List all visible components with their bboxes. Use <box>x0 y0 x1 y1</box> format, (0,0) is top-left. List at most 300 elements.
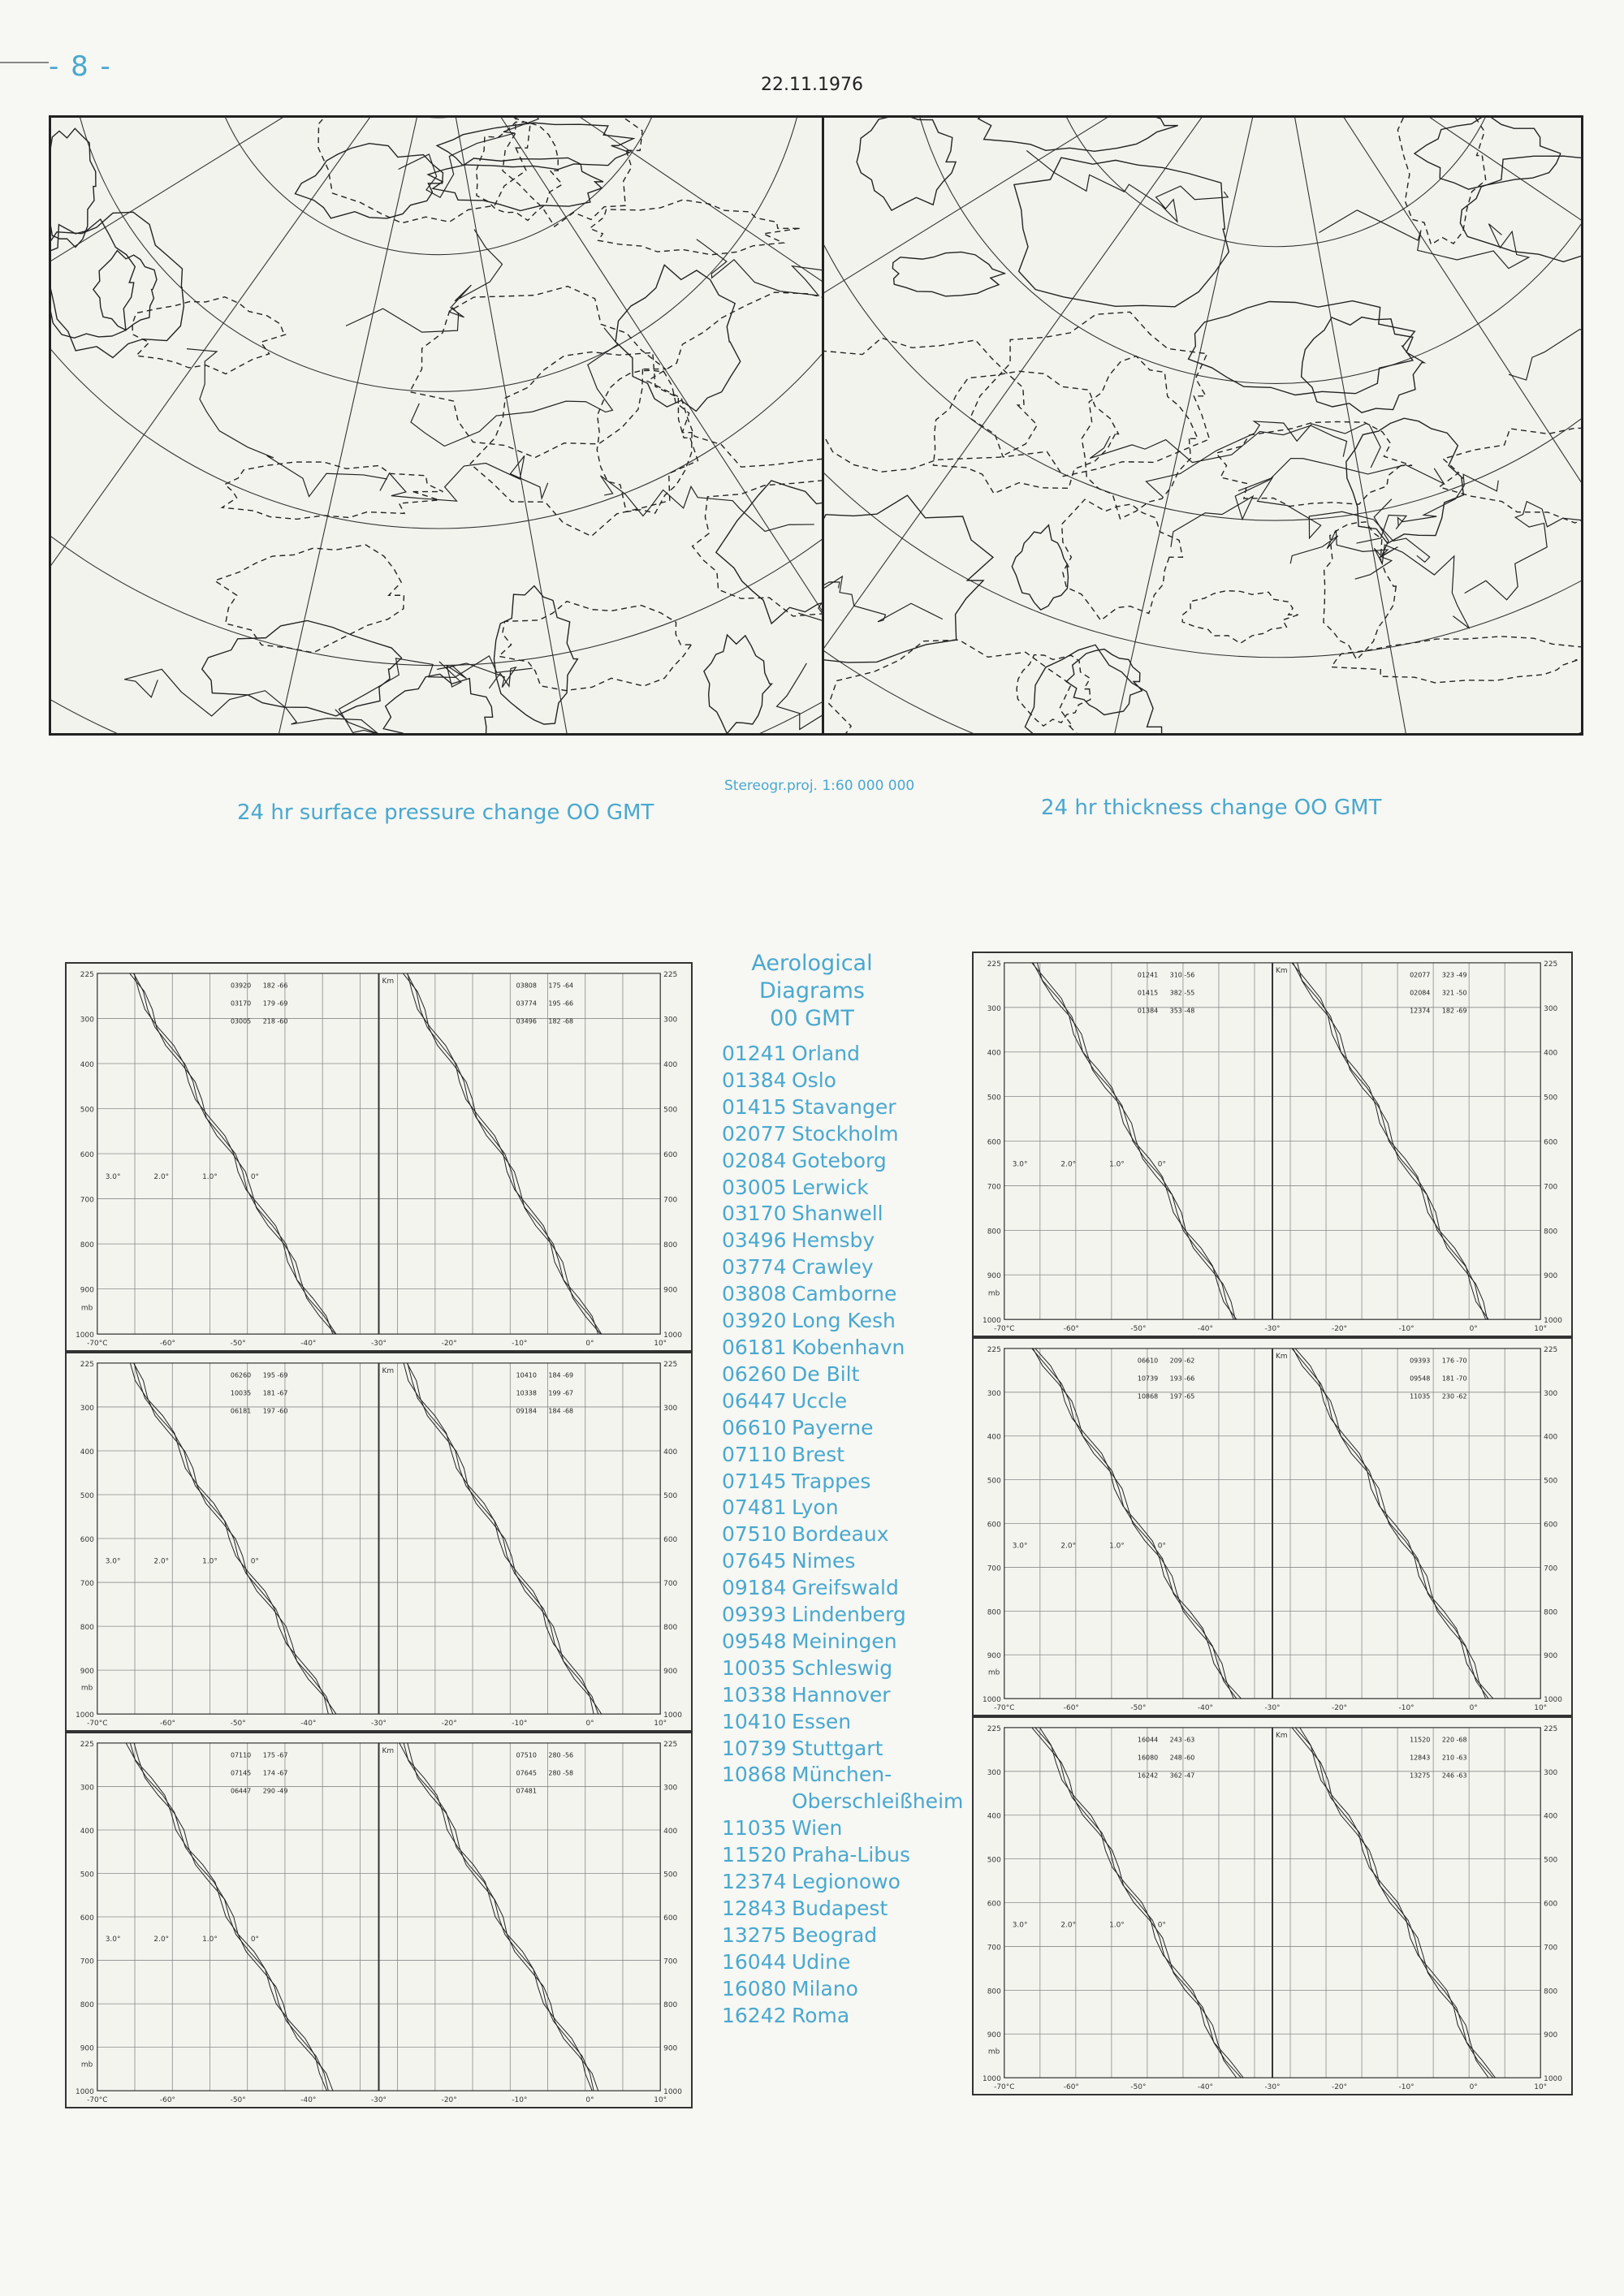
station-item <box>722 1575 963 1602</box>
pressure-level-label: 400 <box>987 1433 1001 1442</box>
pressure-level-label: 400 <box>1544 1812 1558 1821</box>
diagram-station-code: 10739 <box>1137 1375 1159 1383</box>
temperature-tick-label: -20° <box>1332 1704 1348 1713</box>
station-name: Shanwell <box>792 1202 883 1226</box>
mixing-tick-label: 2.0° <box>1060 1921 1077 1930</box>
temperature-tick-label: 0° <box>1469 1325 1478 1334</box>
diagram-station-value: 179 -69 <box>262 999 288 1008</box>
station-name: Greifswald <box>792 1576 899 1600</box>
pressure-level-label: 500 <box>663 1491 678 1500</box>
diagram-station-code: 07645 <box>516 1769 537 1777</box>
station-item <box>722 1629 963 1655</box>
map-contours <box>51 118 822 733</box>
station-code: 03496 <box>722 1228 787 1253</box>
pressure-level-label: 600 <box>663 1151 678 1159</box>
pressure-level-label: 400 <box>987 1049 1001 1058</box>
temperature-tick-label: -20° <box>1332 1325 1348 1334</box>
temperature-tick-label: -60° <box>1063 1704 1079 1713</box>
diagram-station-value: 197 -65 <box>1169 1392 1195 1400</box>
pressure-level-label: 300 <box>663 1016 678 1025</box>
pressure-level-label: 900 <box>1544 1652 1558 1661</box>
pressure-level-label: 500 <box>80 1491 94 1500</box>
station-code: 03005 <box>722 1175 787 1199</box>
station-item <box>722 1281 963 1308</box>
station-code: 07481 <box>722 1495 787 1520</box>
diagram-station-code: 11520 <box>1410 1736 1431 1744</box>
station-item <box>722 1175 963 1202</box>
diagram-station-code: 07510 <box>516 1751 537 1759</box>
temperature-tick-label: 10° <box>1534 1325 1548 1334</box>
station-code: 16080 <box>722 1976 787 2000</box>
pressure-level-label: 1000 <box>663 2088 682 2097</box>
pressure-level-label: 900 <box>663 1286 678 1295</box>
pressure-level-label: 700 <box>987 1944 1001 1953</box>
diagram-grid <box>76 971 682 1348</box>
diagram-station-code: 02077 <box>1410 971 1431 979</box>
station-code: 06610 <box>722 1415 787 1439</box>
station-item <box>722 1521 963 1548</box>
diagram-station-value: 210 -63 <box>1441 1754 1467 1762</box>
temperature-tick-label: -70°C <box>87 2096 108 2105</box>
station-code: 02084 <box>722 1148 787 1172</box>
pressure-level-label: 900 <box>987 1652 1001 1661</box>
station-name: Oberschleißheim <box>792 1789 964 1814</box>
pressure-level-label: 600 <box>1544 1900 1558 1909</box>
projection-note: Stereogr.proj. 1:60 000 000 <box>724 778 915 794</box>
thickness-change-map <box>822 115 1583 736</box>
pressure-level-label: 600 <box>987 1521 1001 1530</box>
diagram-station-code: 06610 <box>1137 1357 1159 1365</box>
diagram-station-value: 280 -58 <box>548 1769 574 1777</box>
pressure-level-label: 900 <box>987 2031 1001 2040</box>
station-code: 07645 <box>722 1549 787 1573</box>
temperature-tick-label: 0° <box>1469 1704 1478 1713</box>
temperature-tick-label: 0° <box>585 1720 594 1728</box>
pressure-level-label: 500 <box>80 1106 94 1115</box>
pressure-level-label: 1000 <box>663 1711 682 1720</box>
diagram-station-value: 184 -69 <box>548 1371 574 1379</box>
pressure-level-label: 500 <box>1544 1477 1558 1486</box>
diagram-station-value: 280 -56 <box>548 1751 574 1759</box>
diagram-station-value: 176 -70 <box>1441 1357 1467 1365</box>
diagram-station-code: 06260 <box>230 1371 252 1379</box>
temperature-tick-label: -50° <box>1130 2083 1147 2092</box>
pressure-level-label: 700 <box>80 1196 94 1205</box>
temperature-tick-label: 10° <box>1534 2083 1548 2092</box>
diagram-station-value: 248 -60 <box>1169 1754 1195 1762</box>
station-code: 11520 <box>722 1843 787 1867</box>
pressure-level-label: 800 <box>987 1228 1001 1236</box>
pressure-level-label: 900 <box>80 1286 94 1295</box>
station-code: 11035 <box>722 1816 787 1841</box>
station-name: Long Kesh <box>792 1309 896 1333</box>
page-date: 22.11.1976 <box>761 75 863 95</box>
station-name: Bordeaux <box>792 1522 889 1547</box>
legend-title-line: Aerological <box>751 951 873 976</box>
station-name: Kobenhavn <box>792 1335 905 1359</box>
diagram-station-code: 03496 <box>516 1017 537 1025</box>
pressure-level-label: 500 <box>663 1871 678 1880</box>
temperature-tick-label: -60° <box>159 2096 176 2105</box>
temperature-tick-label: -60° <box>159 1720 176 1728</box>
station-item <box>722 1068 963 1094</box>
pressure-level-label: 500 <box>1544 1856 1558 1865</box>
pressure-level-label: 500 <box>80 1871 94 1880</box>
surface-pressure-map <box>49 115 824 736</box>
station-item <box>722 1949 963 1976</box>
temperature-tick-label: 10° <box>654 1720 667 1728</box>
mixing-tick-label: 0° <box>250 1173 259 1182</box>
diagram-station-value: 243 -63 <box>1169 1736 1195 1744</box>
pressure-level-label: 900 <box>987 1272 1001 1281</box>
station-code: 01415 <box>722 1094 787 1119</box>
temperature-tick-label: -50° <box>230 1340 246 1349</box>
station-code: 01241 <box>722 1042 787 1065</box>
station-code: 16044 <box>722 1949 787 1974</box>
mixing-tick-label: 1.0° <box>1109 1921 1125 1930</box>
pressure-level-label: 800 <box>987 1987 1001 1996</box>
station-item <box>722 1682 963 1709</box>
station-item <box>722 1442 963 1469</box>
diagram-station-code: 03005 <box>230 1017 252 1025</box>
temperature-tick-label: -50° <box>230 1720 246 1728</box>
diagram-grid <box>76 1741 682 2104</box>
temperature-tick-label: 10° <box>654 1340 667 1349</box>
km-label: Km <box>1275 966 1288 975</box>
mixing-tick-label: 1.0° <box>202 1173 218 1182</box>
diagram-station-value: 220 -68 <box>1441 1736 1467 1744</box>
station-item <box>722 1041 963 1068</box>
legend-title-line: 00 GMT <box>770 1006 854 1031</box>
station-name: Uccle <box>792 1388 848 1413</box>
station-name: Lyon <box>792 1495 839 1520</box>
temperature-tick-label: -20° <box>441 1720 457 1728</box>
station-code: 10410 <box>722 1709 787 1733</box>
temperature-tick-label: -10° <box>1398 1325 1415 1334</box>
station-code: 03774 <box>722 1255 787 1280</box>
pressure-level-label: 300 <box>1544 1389 1558 1398</box>
mixing-tick-label: 1.0° <box>202 1936 218 1944</box>
pressure-level-label: 800 <box>663 2001 678 2010</box>
temperature-tick-label: -30° <box>370 2096 387 2105</box>
station-name: Stavanger <box>792 1094 896 1119</box>
pressure-level-label: 225 <box>1544 1724 1558 1733</box>
station-code: 12843 <box>722 1897 787 1920</box>
temperature-tick-label: -10° <box>1398 2083 1415 2092</box>
pressure-level-label: 400 <box>80 1448 94 1457</box>
pressure-level-label: 225 <box>1544 1345 1558 1354</box>
station-item <box>722 1709 963 1736</box>
station-name: Beograd <box>792 1923 878 1947</box>
pressure-level-label: 500 <box>987 1477 1001 1486</box>
station-name: Wien <box>792 1816 843 1841</box>
diagram-station-code: 16080 <box>1137 1754 1159 1762</box>
diagram-station-code: 06181 <box>230 1407 252 1415</box>
mixing-tick-label: 1.0° <box>1109 1160 1125 1169</box>
pressure-level-label: 900 <box>1544 2031 1558 2040</box>
temperature-tick-label: -50° <box>1130 1325 1147 1334</box>
station-item <box>722 1094 963 1121</box>
diagram-station-value: 209 -62 <box>1169 1357 1195 1365</box>
diagram-station-code: 03170 <box>230 999 252 1008</box>
pressure-level-label: 800 <box>663 1241 678 1250</box>
pressure-level-label: 400 <box>80 1827 94 1836</box>
page-number-rule <box>0 62 49 63</box>
pressure-level-label: 1000 <box>663 1331 682 1340</box>
aerological-diagram <box>65 962 693 1352</box>
pressure-level-label: 600 <box>663 1914 678 1923</box>
pressure-level-label: 400 <box>663 1827 678 1836</box>
station-name: Lindenberg <box>792 1603 906 1627</box>
station-code: 07145 <box>722 1469 787 1493</box>
km-label: Km <box>382 977 395 986</box>
station-code: 07510 <box>722 1522 787 1547</box>
pressure-level-label: 300 <box>987 1389 1001 1398</box>
pressure-level-label: 400 <box>80 1060 94 1069</box>
diagram-station-code: 10338 <box>516 1389 537 1397</box>
pressure-level-label: 900 <box>1544 1272 1558 1281</box>
pressure-level-label: 700 <box>663 1580 678 1589</box>
mixing-tick-label: 0° <box>1157 1160 1166 1169</box>
station-item <box>722 1815 963 1842</box>
pressure-level-label: 225 <box>987 1345 1001 1354</box>
station-code: 03808 <box>722 1282 787 1306</box>
pressure-level-label: 300 <box>1544 1004 1558 1013</box>
diagram-station-value: 174 -67 <box>262 1769 288 1777</box>
temperature-tick-label: 0° <box>585 1340 594 1349</box>
pressure-level-label: 225 <box>80 1740 94 1749</box>
pressure-level-label: 300 <box>80 1784 94 1793</box>
pressure-level-label: 1000 <box>1544 1317 1562 1326</box>
mixing-tick-label: 2.0° <box>1060 1542 1077 1551</box>
station-item <box>722 1335 963 1362</box>
km-label: Km <box>1275 1731 1288 1740</box>
station-name: Essen <box>792 1709 852 1733</box>
station-name: Stockholm <box>792 1121 899 1146</box>
station-item <box>722 1495 963 1521</box>
temperature-tick-label: 0° <box>585 2096 594 2105</box>
diagram-station-code: 07110 <box>230 1751 252 1759</box>
station-item <box>722 1655 963 1682</box>
pressure-level-label: 1000 <box>1544 1696 1562 1705</box>
station-name: Hannover <box>792 1682 891 1707</box>
legend-title <box>715 950 909 1033</box>
pressure-level-label: 900 <box>80 1668 94 1677</box>
surface-pressure-caption: 24 hr surface pressure change OO GMT <box>237 801 654 825</box>
station-name: Praha-Libus <box>792 1843 911 1867</box>
diagram-station-code: 01384 <box>1137 1007 1159 1015</box>
station-code: 16242 <box>722 2003 787 2027</box>
diagram-station-value: 218 -60 <box>262 1017 288 1025</box>
station-item <box>722 1388 963 1415</box>
pressure-level-label: 800 <box>987 1608 1001 1617</box>
mixing-tick-label: 3.0° <box>1012 1542 1028 1551</box>
pressure-level-label: 600 <box>663 1536 678 1544</box>
station-item <box>722 1201 963 1228</box>
temperature-tick-label: -40° <box>300 2096 317 2105</box>
diagram-station-code: 07145 <box>230 1769 252 1777</box>
aerological-diagram <box>972 1716 1573 2095</box>
diagram-station-value: 175 -64 <box>548 982 574 990</box>
pressure-level-label: 225 <box>987 960 1001 969</box>
map-graticule <box>51 118 822 733</box>
pressure-level-label: 225 <box>80 1360 94 1369</box>
station-code: 06447 <box>722 1388 787 1413</box>
pressure-level-label: 225 <box>663 1740 678 1749</box>
diagram-station-code: 12374 <box>1410 1007 1431 1015</box>
temperature-tick-label: -70°C <box>87 1340 108 1349</box>
pressure-level-label: 1000 <box>76 1711 94 1720</box>
diagram-station-code: 09393 <box>1410 1357 1431 1365</box>
station-code: 02077 <box>722 1121 787 1146</box>
pressure-level-label: 1000 <box>76 2088 94 2097</box>
station-code: 13275 <box>722 1923 787 1947</box>
temperature-tick-label: -70°C <box>994 1325 1015 1334</box>
temperature-tick-label: -20° <box>441 2096 457 2105</box>
diagram-station-code: 03774 <box>516 999 537 1008</box>
pressure-level-label: 225 <box>663 1360 678 1369</box>
station-item <box>722 1869 963 1896</box>
station-item <box>722 1602 963 1629</box>
diagram-station-value: 382 -55 <box>1169 989 1195 997</box>
diagram-station-code: 09548 <box>1410 1375 1431 1383</box>
pressure-level-label: 800 <box>1544 1608 1558 1617</box>
station-item <box>722 1254 963 1281</box>
diagram-station-value: 323 -49 <box>1441 971 1467 979</box>
station-list <box>722 1041 963 2030</box>
mixing-tick-label: 0° <box>1157 1542 1166 1551</box>
station-item <box>722 1548 963 1575</box>
pressure-level-label: 900 <box>663 2044 678 2053</box>
diagram-station-code: 10035 <box>230 1389 252 1397</box>
diagram-station-value: 197 -60 <box>262 1407 288 1415</box>
pressure-level-label: 700 <box>663 1196 678 1205</box>
aerological-diagram <box>65 1352 693 1732</box>
km-label: Km <box>382 1746 395 1755</box>
diagram-station-code: 07481 <box>516 1787 537 1795</box>
station-name: Milano <box>792 1976 858 2000</box>
diagram-station-code: 03808 <box>516 982 537 990</box>
station-code: 01384 <box>722 1068 787 1092</box>
pressure-level-label: 400 <box>1544 1049 1558 1058</box>
mixing-tick-label: 0° <box>250 1936 259 1944</box>
pressure-level-label: 300 <box>987 1004 1001 1013</box>
station-code: 09393 <box>722 1603 787 1627</box>
temperature-tick-label: -40° <box>1197 2083 1213 2092</box>
diagram-station-code: 16044 <box>1137 1736 1159 1744</box>
pressure-level-label: 700 <box>1544 1564 1558 1573</box>
diagram-station-value: 230 -62 <box>1441 1392 1467 1400</box>
pressure-level-label: 700 <box>663 1957 678 1966</box>
temperature-tick-label: -60° <box>1063 2083 1079 2092</box>
diagram-station-code: 10868 <box>1137 1392 1159 1400</box>
station-name: Roma <box>792 2003 850 2027</box>
station-name: Schleswig <box>792 1655 893 1680</box>
station-code: 06260 <box>722 1362 787 1386</box>
pressure-level-label: 600 <box>1544 1521 1558 1530</box>
diagram-station-value: 310 -56 <box>1169 971 1195 979</box>
pressure-level-label: 300 <box>80 1404 94 1413</box>
mb-label: mb <box>80 1304 93 1313</box>
diagram-station-value: 195 -69 <box>262 1371 288 1379</box>
diagram-station-code: 02084 <box>1410 989 1431 997</box>
diagram-station-value: 175 -67 <box>262 1751 288 1759</box>
temperature-tick-label: -30° <box>1264 2083 1281 2092</box>
pressure-level-label: 1000 <box>983 1317 1001 1326</box>
pressure-level-label: 300 <box>663 1404 678 1413</box>
diagram-station-code: 01241 <box>1137 971 1159 979</box>
station-name: Nimes <box>792 1549 856 1573</box>
temperature-tick-label: -10° <box>512 2096 528 2105</box>
temperature-tick-label: -10° <box>512 1720 528 1728</box>
temperature-tick-label: -10° <box>512 1340 528 1349</box>
pressure-level-label: 800 <box>1544 1987 1558 1996</box>
temperature-tick-label: -20° <box>1332 2083 1348 2092</box>
station-name: Budapest <box>792 1897 888 1920</box>
pressure-level-label: 800 <box>663 1624 678 1633</box>
temperature-tick-label: -20° <box>441 1340 457 1349</box>
temperature-tick-label: -40° <box>1197 1704 1213 1713</box>
diagram-station-code: 13275 <box>1410 1772 1431 1780</box>
station-name: Goteborg <box>792 1148 887 1172</box>
station-code: 12374 <box>722 1870 787 1894</box>
diagram-station-value: 246 -63 <box>1441 1772 1467 1780</box>
pressure-level-label: 700 <box>987 1183 1001 1192</box>
diagram-station-value: 181 -70 <box>1441 1375 1467 1383</box>
station-item <box>722 1842 963 1869</box>
diagram-station-code: 16242 <box>1137 1772 1159 1780</box>
pressure-level-label: 1000 <box>1544 2075 1562 2084</box>
station-item <box>722 1415 963 1442</box>
mixing-tick-label: 1.0° <box>1109 1542 1125 1551</box>
temperature-tick-label: 10° <box>1534 1704 1548 1713</box>
diagram-station-value: 290 -49 <box>262 1787 288 1795</box>
temperature-tick-label: -30° <box>370 1340 387 1349</box>
temperature-tick-label: -70°C <box>994 1704 1015 1713</box>
pressure-level-label: 500 <box>987 1856 1001 1865</box>
station-item <box>722 1121 963 1148</box>
legend-title-line: Diagrams <box>759 978 865 1003</box>
station-code: 09548 <box>722 1629 787 1653</box>
pressure-level-label: 700 <box>80 1580 94 1589</box>
diagram-station-value: 353 -48 <box>1169 1007 1195 1015</box>
diagram-station-value: 193 -66 <box>1169 1375 1195 1383</box>
mb-label: mb <box>80 1684 93 1693</box>
station-code: 10035 <box>722 1655 787 1680</box>
aerological-diagram <box>972 1337 1573 1716</box>
pressure-level-label: 1000 <box>76 1331 94 1340</box>
diagram-station-value: 321 -50 <box>1441 989 1467 997</box>
station-item <box>722 1976 963 2003</box>
station-name: Oslo <box>792 1068 836 1092</box>
diagram-station-value: 195 -66 <box>548 999 574 1008</box>
station-item <box>722 1308 963 1335</box>
station-name: Orland <box>792 1042 860 1065</box>
mixing-tick-label: 2.0° <box>153 1173 170 1182</box>
diagram-grid <box>76 1361 682 1728</box>
mb-label: mb <box>987 1289 1000 1298</box>
mixing-tick-label: 3.0° <box>105 1173 121 1182</box>
pressure-level-label: 500 <box>987 1094 1001 1103</box>
pressure-level-label: 300 <box>1544 1768 1558 1777</box>
station-code: 03920 <box>722 1309 787 1333</box>
page-number: - 8 - <box>49 50 112 83</box>
temperature-tick-label: -70°C <box>994 2083 1015 2092</box>
mixing-tick-label: 1.0° <box>202 1557 218 1566</box>
mixing-tick-label: 0° <box>1157 1921 1166 1930</box>
mb-label: mb <box>987 1668 1000 1677</box>
mixing-tick-label: 2.0° <box>153 1936 170 1944</box>
